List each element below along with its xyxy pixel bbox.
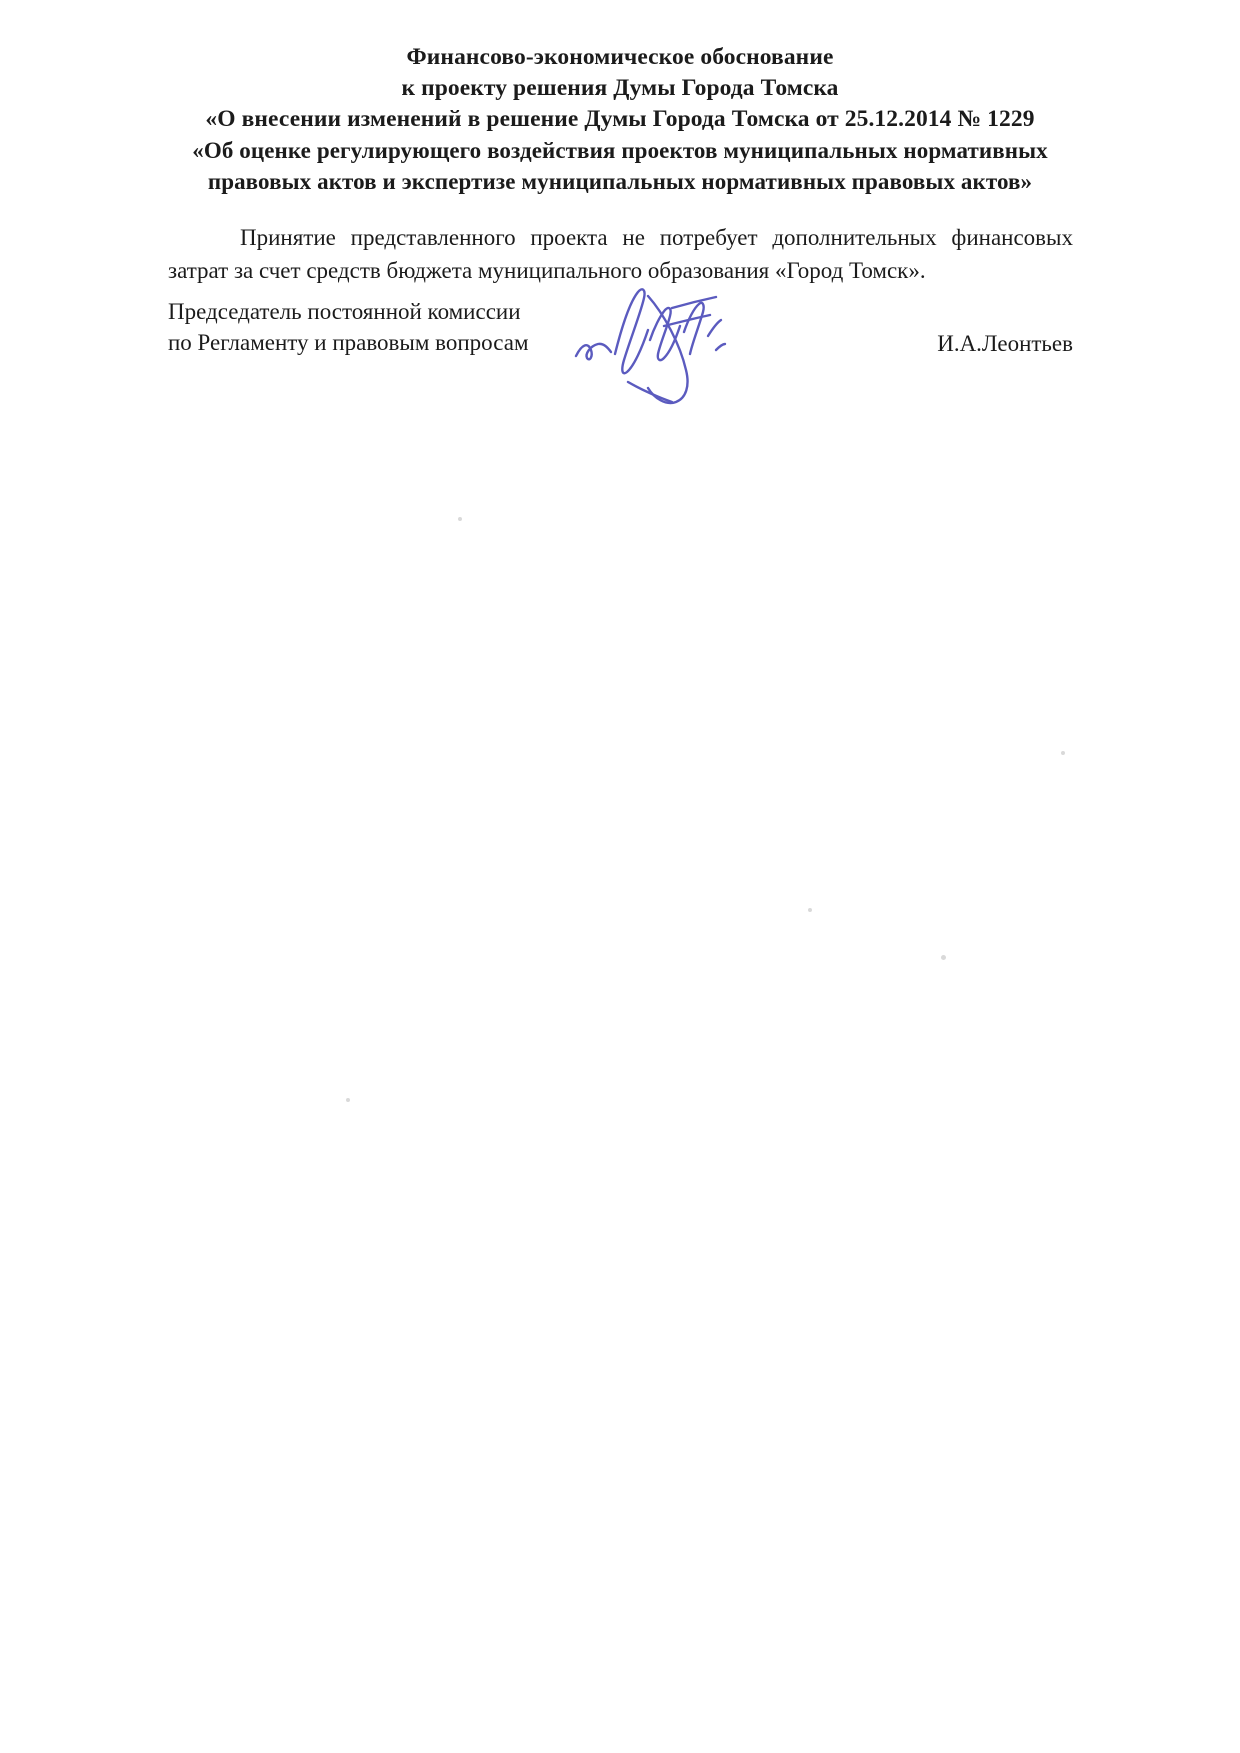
scan-speck bbox=[808, 908, 812, 912]
handwritten-signature-icon bbox=[568, 278, 788, 418]
title-line-2: к проекту решения Думы Города Томска bbox=[401, 75, 839, 101]
signatory-role-line-2: по Регламенту и правовым вопросам bbox=[168, 330, 529, 355]
title-line-1: Финансово-экономическое обоснование bbox=[406, 44, 834, 70]
signature-block bbox=[168, 296, 1073, 416]
document-title bbox=[150, 42, 1090, 197]
scan-speck bbox=[1061, 751, 1065, 755]
scan-speck bbox=[941, 955, 946, 960]
title-line-4: «Об оценке регулирующего воздействия проектов муниципальных нормативных bbox=[192, 138, 1048, 163]
signatory-role bbox=[168, 296, 529, 358]
scan-speck bbox=[458, 517, 462, 521]
signatory-name: И.А.Леонтьев bbox=[937, 331, 1073, 356]
title-line-3: «О внесении изменений в решение Думы Города Томска от 25.12.2014 № 1229 bbox=[205, 106, 1035, 132]
title-line-5: правовых актов и экспертизе муниципальных нормативных правовых актов» bbox=[207, 169, 1033, 194]
scan-speck bbox=[346, 1098, 350, 1102]
signatory-role-line-1: Председатель постоянной комиссии bbox=[168, 299, 521, 324]
body-paragraph: Принятие представленного проекта не потребует дополнительных финансовых затрат за счет средств бюджета муниципального образования «Город Томск». bbox=[168, 225, 1073, 283]
